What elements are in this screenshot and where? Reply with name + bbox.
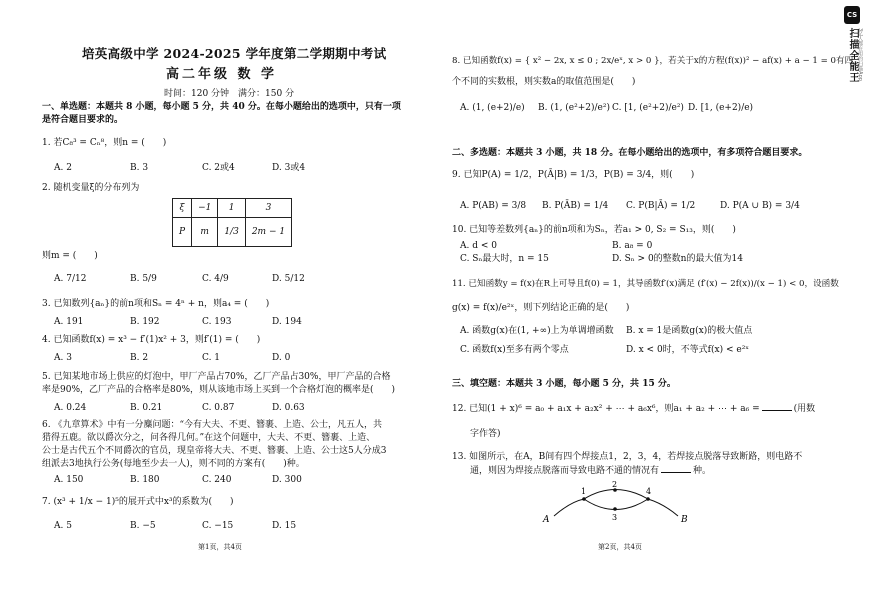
q11-option-b: B. x = 1是函数g(x)的极大值点 (626, 326, 753, 336)
q9-options (430, 200, 840, 212)
table-cell: 1/3 (218, 218, 245, 247)
table-row (173, 218, 292, 247)
q11-option-a: A. 函数g(x)在(1, +∞)上为单调增函数 (460, 326, 614, 336)
q2-option-a: A. 7/12 (54, 274, 87, 284)
q6-line2: 猎得五鹿。欲以爵次分之，问各得几何。”在这个问题中，大夫、不更、簪裹、上造、 (42, 433, 376, 443)
q8-line2: 个不同的实数根，则实数a的取值范围是( ) (452, 77, 636, 87)
q11-option-c: C. 函数f(x)至多有两个零点 (460, 345, 569, 355)
q9-option-b: B. P(ĀB) = 1/4 (542, 201, 609, 211)
q11-line2: g(x) = f(x)/e²ˣ，则下列结论正确的是( ) (452, 303, 630, 313)
q7-option-a: A. 5 (54, 521, 72, 531)
q1-option-a: A. 2 (54, 163, 72, 173)
q8-options (430, 102, 840, 114)
q3-option-b: B. 192 (130, 317, 160, 327)
q9-stem: 9. 已知P(A) = 1/2，P(Ā|B) = 1/3，P(B) = 3/4，则( ) (452, 170, 695, 180)
q10-option-d: D. Sₙ > 0的整数n的最大值为14 (612, 254, 743, 264)
q11-line1: 11. 已知函数y = f(x)在R上可导且f(0) = 1，其导函数f′(x)满足 (f′(x) − 2f(x))/(x − 1) < 0，设函数 (452, 279, 839, 289)
q1-option-c: C. 2或4 (202, 163, 235, 173)
distribution-table (172, 198, 292, 247)
q4-stem: 4. 已知函数f(x) = x³ − f′(1)x² + 3，则f′(1) = ( ) (42, 335, 261, 345)
q6-line4: 组派去3地执行公务(每地至少去一人)，则不同的方案有( )种。 (42, 459, 305, 469)
table-row (173, 199, 292, 218)
q9-option-d: D. P(A ∪ B) = 3/4 (720, 201, 800, 211)
node-4 (646, 497, 650, 501)
q13-tail: 种。 (693, 466, 712, 476)
label-b: B (681, 515, 688, 525)
q1-stem: 1. 若C₈³ = Cₙ⁸，则n = ( ) (42, 138, 167, 148)
q12-tail: (用数 (793, 404, 816, 414)
table-cell: m (192, 218, 218, 247)
circuit-diagram (540, 480, 690, 530)
q10-option-c: C. Sₙ最大时，n = 15 (460, 254, 549, 264)
q8-option-a: A. (1, (e+2)/e) (460, 103, 525, 113)
label-3: 3 (612, 513, 618, 522)
q6-line3: 公士是古代五个不同爵次的官员，现皇帝将大夫、不更、簪裹、上造、公士这5人分成3 (42, 446, 387, 456)
q8-option-b: B. (1, (e²+2)/e²) (538, 103, 610, 113)
q6-option-d: D. 300 (272, 475, 302, 485)
camscanner-logo-icon: CS (844, 6, 860, 24)
q12-stem: 12. 已知(1 + x)⁶ = a₀ + a₁x + a₂x² + ⋯ + a₆x⁶，则a₁ + a₂ + ⋯ + a₆ = (452, 404, 760, 414)
section1-heading: 一、单选题：本题共 8 小题，每小题 5 分，共 40 分。在每小题给出的选项中，只有一项 (42, 102, 401, 112)
page-footer-left: 第1页，共4页 (198, 543, 242, 551)
q10-option-a: A. d < 0 (460, 241, 497, 251)
q13-line1: 13. 如图所示，在A，B间有四个焊接点1，2，3，4，若焊接点脱落导致断路，则电路不 (452, 452, 803, 462)
q6-option-b: B. 180 (130, 475, 160, 485)
q8-option-d: D. [1, (e+2)/e) (688, 103, 754, 113)
q5-options (0, 402, 430, 414)
table-cell: 2m − 1 (245, 218, 291, 247)
q6-options (0, 474, 430, 486)
q3-options (0, 316, 430, 328)
q2-option-d: D. 5/12 (272, 274, 305, 284)
q4-option-c: C. 1 (202, 353, 221, 363)
table-cell: −1 (192, 199, 218, 218)
q8-option-c: C. [1, (e²+2)/e²) (612, 103, 684, 113)
exam-title: 培英高级中学 2024-2025 学年度第二学期期中考试 (82, 46, 387, 61)
node-3 (613, 507, 617, 511)
q6-option-a: A. 150 (54, 475, 84, 485)
q2-option-c: C. 4/9 (202, 274, 229, 284)
wire-a-1 (554, 499, 584, 516)
q12-line2: 字作答) (470, 429, 501, 439)
q10-option-b: B. a₈ = 0 (612, 241, 653, 251)
table-cell: 1 (218, 199, 245, 218)
section3-heading: 三、填空题：本题共 3 小题，每小题 5 分，共 15 分。 (452, 379, 676, 389)
q11-option-d: D. x < 0时，不等式f(x) < e²ˣ (626, 345, 750, 355)
q3-option-c: C. 193 (202, 317, 232, 327)
q2-stem: 2. 随机变量ξ的分布列为 (42, 183, 140, 193)
section2-heading: 二、多选题：本题共 3 小题，共 18 分。在每小题给出的选项中，有多项符合题目要求。 (452, 148, 808, 158)
q13-line2 (470, 465, 711, 477)
q6-line1: 6. 《九章算术》中有一分麋问题：“今有大夫、不更、簪裹、上造、公士，凡五人，共 (42, 420, 383, 430)
q5-option-a: A. 0.24 (54, 403, 87, 413)
q3-option-a: A. 191 (54, 317, 84, 327)
q2-ask: 则m = ( ) (42, 251, 98, 261)
brand-name: 扫描全能王 (847, 28, 858, 83)
q9-option-a: A. P(AB) = 3/8 (460, 201, 527, 211)
q12-line1 (452, 403, 815, 415)
q2-options (0, 273, 430, 285)
q1-option-b: B. 3 (130, 163, 149, 173)
section1-heading-2: 是符合题目要求的。 (42, 115, 124, 125)
page-1 (0, 0, 430, 614)
q4-option-a: A. 3 (54, 353, 72, 363)
time-info: 时间：120 分钟 满分：150 分 (164, 89, 295, 99)
q7-option-b: B. −5 (130, 521, 156, 531)
q7-option-c: C. −15 (202, 521, 234, 531)
q5-option-b: B. 0.21 (130, 403, 163, 413)
label-a: A (543, 515, 550, 525)
q7-options (0, 520, 430, 532)
table-cell: ξ (173, 199, 192, 218)
label-4: 4 (646, 487, 652, 496)
label-2: 2 (612, 480, 618, 489)
table-cell: 3 (245, 199, 291, 218)
label-1: 1 (581, 487, 587, 496)
table-cell: P (173, 218, 192, 247)
q4-option-d: D. 0 (272, 353, 291, 363)
q7-stem: 7. (x³ + 1/x − 1)⁵的展开式中x³的系数为( ) (42, 497, 234, 507)
answer-blank (762, 410, 792, 411)
q7-option-d: D. 15 (272, 521, 297, 531)
q8-line1: 8. 已知函数f(x) = { x² − 2x, x ≤ 0 ; 2x/eˣ, x > 0 }，若关于x的方程(f(x))² − af(x) + a − 1 = 0有四 (452, 56, 854, 66)
q13-stem: 通，则因为焊接点脱落而导致电路不通的情况有 (470, 466, 660, 476)
q1-options (0, 162, 430, 174)
q5-option-c: C. 0.87 (202, 403, 235, 413)
node-1 (582, 497, 586, 501)
q9-option-c: C. P(B|Ā) = 1/2 (626, 201, 696, 211)
q5-option-d: D. 0.63 (272, 403, 305, 413)
brand-sub: 3亿人都在用的扫描App (857, 28, 863, 81)
q3-stem: 3. 已知数列{aₙ}的前n项和Sₙ = 4ⁿ + n，则a₄ = ( ) (42, 299, 270, 309)
answer-blank (661, 472, 691, 473)
q5-line2: 率是90%，乙厂产品的合格率是80%，则从该地市场上买到一个合格灯泡的概率是( ) (42, 385, 396, 395)
wire-4-b (648, 499, 678, 516)
q10-stem: 10. 已知等差数列{aₙ}的前n项和为Sₙ，若a₁ > 0, S₂ = S₁₃，则( ) (452, 225, 736, 235)
q2-option-b: B. 5/9 (130, 274, 157, 284)
q3-option-d: D. 194 (272, 317, 302, 327)
q1-option-d: D. 3或4 (272, 163, 306, 173)
q5-line1: 5. 已知某地市场上供应的灯泡中，甲厂产品占70%，乙厂产品占30%，甲厂产品的合格 (42, 372, 391, 382)
q6-option-c: C. 240 (202, 475, 232, 485)
q4-option-b: B. 2 (130, 353, 149, 363)
exam-subtitle: 高二年级 数 学 (166, 67, 278, 82)
q4-options (0, 352, 430, 364)
page-footer-right: 第2页，共4页 (598, 543, 642, 551)
